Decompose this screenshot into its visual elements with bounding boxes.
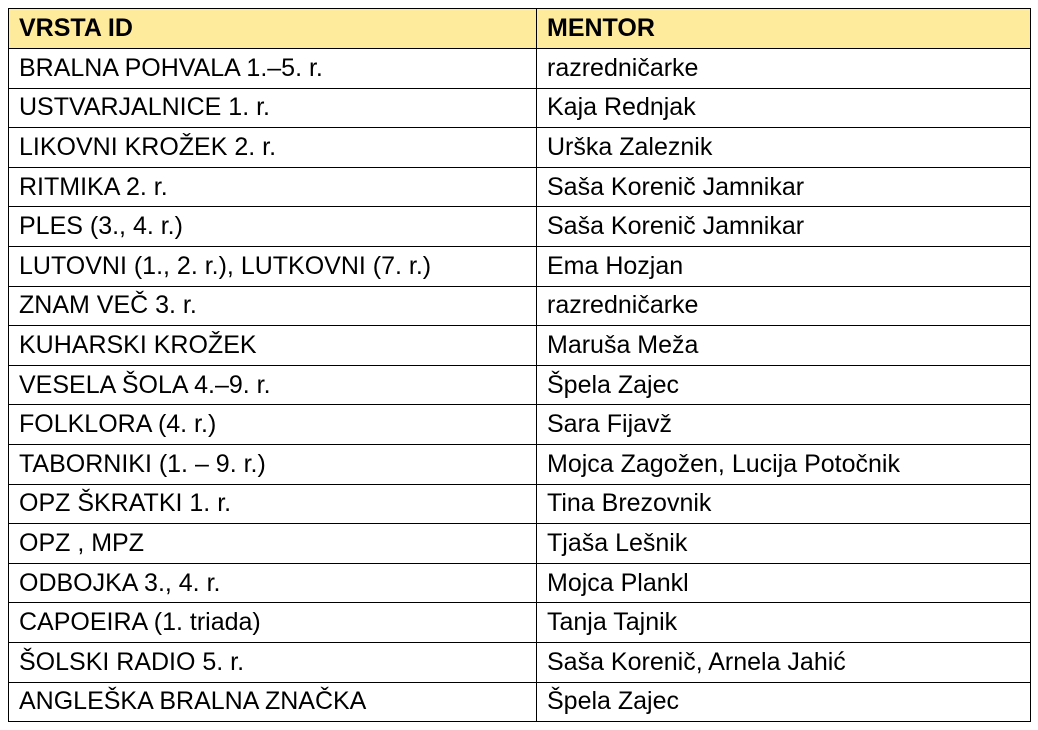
- mentor-cell: Špela Zajec: [537, 682, 1031, 722]
- activity-cell: ANGLEŠKA BRALNA ZNAČKA: [9, 682, 537, 722]
- table-row: [9, 642, 1031, 682]
- table-row: [9, 405, 1031, 445]
- table-row: [9, 365, 1031, 405]
- activity-cell: KUHARSKI KROŽEK: [9, 326, 537, 366]
- table-row: [9, 524, 1031, 564]
- activity-cell: LUTOVNI (1., 2. r.), LUTKOVNI (7. r.): [9, 246, 537, 286]
- activity-cell: ZNAM VEČ 3. r.: [9, 286, 537, 326]
- activity-cell: VESELA ŠOLA 4.–9. r.: [9, 365, 537, 405]
- mentor-cell: Mojca Zagožen, Lucija Potočnik: [537, 444, 1031, 484]
- activity-cell: ODBOJKA 3., 4. r.: [9, 563, 537, 603]
- activity-cell: TABORNIKI (1. – 9. r.): [9, 444, 537, 484]
- activity-cell: PLES (3., 4. r.): [9, 207, 537, 247]
- mentor-cell: Ema Hozjan: [537, 246, 1031, 286]
- mentor-cell: Kaja Rednjak: [537, 88, 1031, 128]
- activity-cell: USTVARJALNICE 1. r.: [9, 88, 537, 128]
- mentor-cell: razredničarke: [537, 49, 1031, 89]
- activities-table-container: [8, 8, 1030, 722]
- table-row: [9, 167, 1031, 207]
- table-row: [9, 444, 1031, 484]
- table-row: [9, 286, 1031, 326]
- mentor-cell: Urška Zaleznik: [537, 128, 1031, 168]
- activity-cell: ŠOLSKI RADIO 5. r.: [9, 642, 537, 682]
- table-row: [9, 603, 1031, 643]
- table-row: [9, 49, 1031, 89]
- table-row: [9, 563, 1031, 603]
- activity-cell: RITMIKA 2. r.: [9, 167, 537, 207]
- table-row: [9, 326, 1031, 366]
- activity-cell: BRALNA POHVALA 1.–5. r.: [9, 49, 537, 89]
- table-row: [9, 682, 1031, 722]
- mentor-cell: razredničarke: [537, 286, 1031, 326]
- activity-cell: CAPOEIRA (1. triada): [9, 603, 537, 643]
- activities-table: [8, 8, 1031, 722]
- column-header-mentor: MENTOR: [537, 9, 1031, 49]
- activity-cell: OPZ ŠKRATKI 1. r.: [9, 484, 537, 524]
- mentor-cell: Sara Fijavž: [537, 405, 1031, 445]
- mentor-cell: Tanja Tajnik: [537, 603, 1031, 643]
- activity-cell: OPZ , MPZ: [9, 524, 537, 564]
- table-header-row: [9, 9, 1031, 49]
- mentor-cell: Saša Korenič Jamnikar: [537, 207, 1031, 247]
- mentor-cell: Špela Zajec: [537, 365, 1031, 405]
- column-header-vrsta-id: VRSTA ID: [9, 9, 537, 49]
- table-row: [9, 246, 1031, 286]
- table-row: [9, 207, 1031, 247]
- mentor-cell: Mojca Plankl: [537, 563, 1031, 603]
- activity-cell: FOLKLORA (4. r.): [9, 405, 537, 445]
- table-row: [9, 484, 1031, 524]
- mentor-cell: Saša Korenič, Arnela Jahić: [537, 642, 1031, 682]
- activity-cell: LIKOVNI KROŽEK 2. r.: [9, 128, 537, 168]
- mentor-cell: Tina Brezovnik: [537, 484, 1031, 524]
- mentor-cell: Tjaša Lešnik: [537, 524, 1031, 564]
- mentor-cell: Maruša Meža: [537, 326, 1031, 366]
- table-row: [9, 128, 1031, 168]
- table-row: [9, 88, 1031, 128]
- mentor-cell: Saša Korenič Jamnikar: [537, 167, 1031, 207]
